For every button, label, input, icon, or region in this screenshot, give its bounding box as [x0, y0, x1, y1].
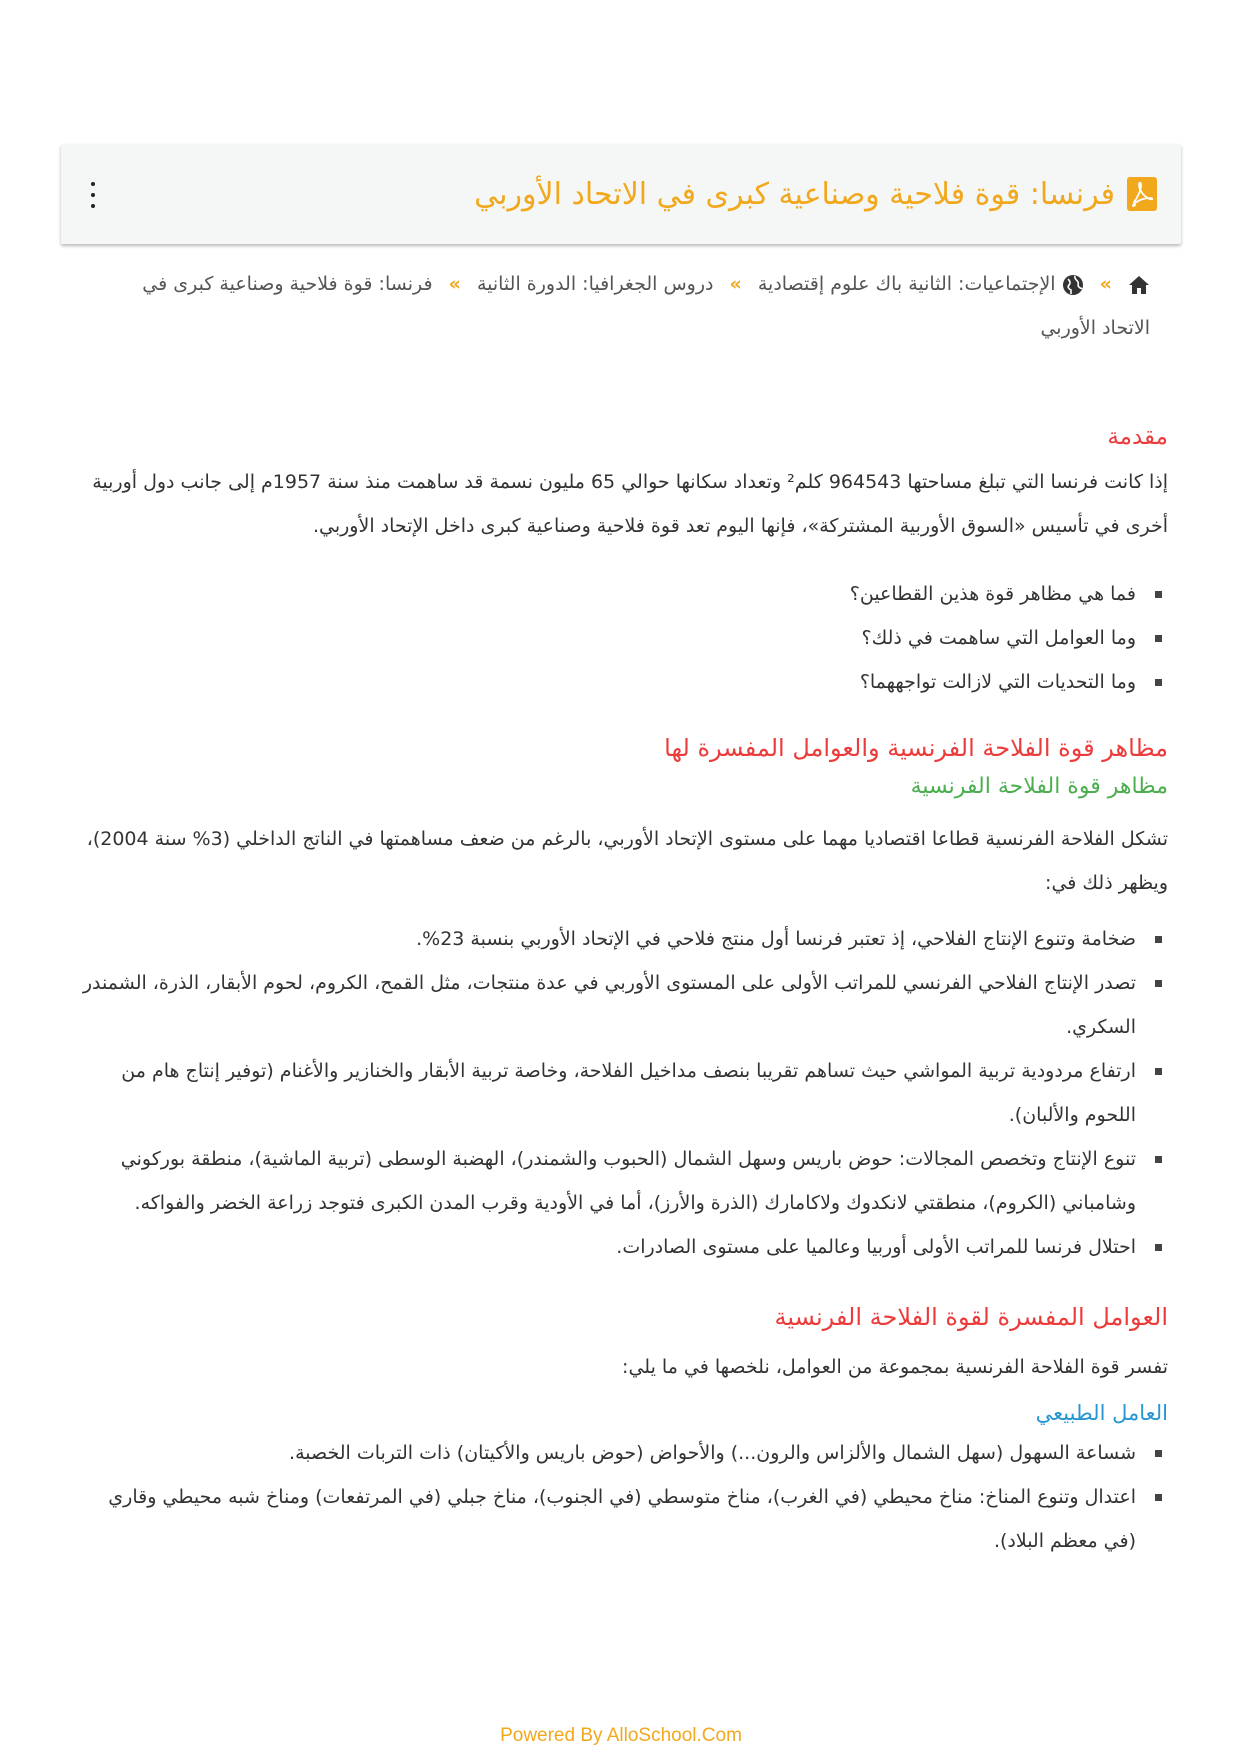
header-title-group: [474, 144, 1157, 244]
intro-paragraph: إذا كانت فرنسا التي تبلغ مساحتها 964543 كلم² وتعداد سكانها حوالي 65 مليون نسمة قد ساهمت منذ سنة 1957م إلى جانب دول أوربية أخرى في تأسيس «السوق الأوربية المشتركة»، فإنها اليوم تعد قوة فلاحية وصناعية كبرى داخل الإتحاد الأوربي.: [92, 471, 1168, 537]
list-item: اعتدال وتنوع المناخ: مناخ محيطي (في الغرب)، مناخ متوسطي (في الجنوب)، مناخ جبلي (في المرتفعات) ومناخ شبه محيطي وقاري (في معظم البلاد).: [78, 1475, 1136, 1563]
list-item: فما هي مظاهر قوة هذين القطاعين؟: [78, 572, 1136, 616]
section1-list: [78, 917, 1168, 1269]
section2-paragraph: تفسر قوة الفلاحة الفرنسية بمجموعة من العوامل، نلخصها في ما يلي:: [622, 1356, 1168, 1378]
breadcrumb-separator: »: [729, 273, 742, 295]
breadcrumb-separator: »: [448, 273, 461, 295]
globe-icon: [1062, 274, 1084, 296]
powered-by-footer: Powered By AlloSchool.Com: [500, 1725, 742, 1746]
page-header: [61, 144, 1181, 244]
section2-list: [78, 1431, 1168, 1563]
list-item: وما التحديات التي لازالت تواجههما؟: [78, 660, 1136, 704]
breadcrumb-item-current: فرنسا: قوة فلاحية وصناعية كبرى في الاتحاد الأوربي: [142, 273, 1150, 339]
list-item: احتلال فرنسا للمراتب الأولى أوربيا وعالميا على مستوى الصادرات.: [78, 1225, 1136, 1269]
section2-subheading: العامل الطبيعي: [1035, 1401, 1168, 1425]
home-icon[interactable]: [1128, 275, 1150, 295]
list-item: تصدر الإنتاج الفلاحي الفرنسي للمراتب الأولى على المستوى الأوربي في عدة منتجات، مثل القمح، الكروم، لحوم الأبقار، الذرة، الشمندر السكري.: [78, 961, 1136, 1049]
breadcrumb-item-lessons[interactable]: دروس الجغرافيا: الدورة الثانية: [476, 273, 714, 295]
list-item: وما العوامل التي ساهمت في ذلك؟: [78, 616, 1136, 660]
section1-heading: مظاهر قوة الفلاحة الفرنسية والعوامل المفسرة لها: [664, 734, 1168, 762]
intro-heading: مقدمة: [1107, 424, 1168, 450]
breadcrumb-separator: »: [1099, 273, 1112, 295]
section2-heading: العوامل المفسرة لقوة الفلاحة الفرنسية: [774, 1303, 1168, 1331]
intro-questions: [78, 572, 1168, 704]
breadcrumb: [100, 262, 1150, 350]
list-item: ارتفاع مردودية تربية المواشي حيث تساهم تقريبا بنصف مداخيل الفلاحة، وخاصة تربية الأبقار والخنازير والأغنام (توفير إنتاج هام من اللحوم والألبان).: [78, 1049, 1136, 1137]
pdf-icon[interactable]: [1127, 177, 1157, 211]
section1-paragraph: تشكل الفلاحة الفرنسية قطاعا اقتصاديا مهما على مستوى الإتحاد الأوربي، بالرغم من ضعف مساهمتها في الناتج الداخلي (3% سنة 2004)، ويظهر ذلك في:: [86, 828, 1168, 894]
page-title: فرنسا: قوة فلاحية وصناعية كبرى في الاتحاد الأوربي: [474, 176, 1115, 212]
lesson-content: [78, 424, 1168, 1563]
section1-subheading: مظاهر قوة الفلاحة الفرنسية: [910, 774, 1168, 799]
list-item: ضخامة وتنوع الإنتاج الفلاحي، إذ تعتبر فرنسا أول منتج فلاحي في الإتحاد الأوربي بنسبة 23%.: [78, 917, 1136, 961]
list-item: تنوع الإنتاج وتخصص المجالات: حوض باريس وسهل الشمال (الحبوب والشمندر)، الهضبة الوسطى (تربية الماشية)، منطقة بوركوني وشامباني (الكروم)، منطقتي لانكدوك ولاكامارك (الذرة والأرز)، أما في الأودية وقرب المدن الكبرى فتوجد زراعة الخضر والفواكه.: [78, 1137, 1136, 1225]
breadcrumb-item-subject[interactable]: الإجتماعيات: الثانية باك علوم إقتصادية: [757, 273, 1056, 295]
more-vert-icon[interactable]: [87, 182, 99, 208]
list-item: شساعة السهول (سهل الشمال والألزاس والرون...) والأحواض (حوض باريس والأكيتان) ذات التربات الخصبة.: [78, 1431, 1136, 1475]
